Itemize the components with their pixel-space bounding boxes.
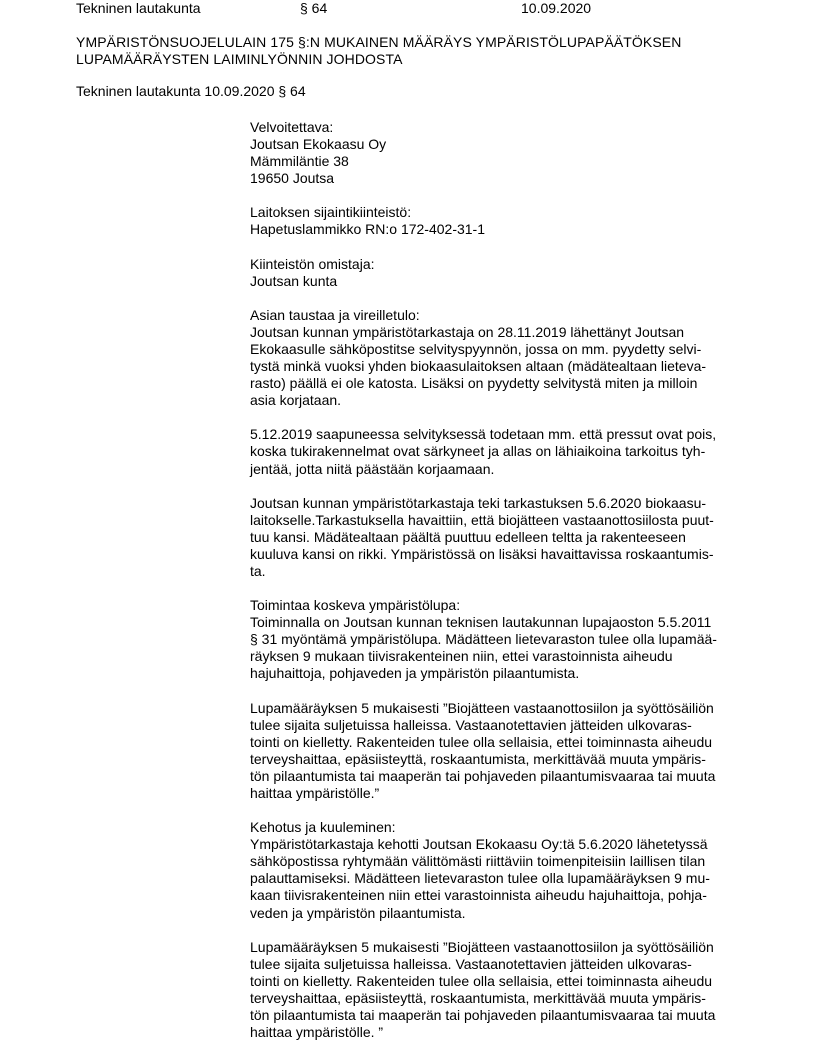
text-line: 19650 Joutsa [250,170,335,187]
document-body [250,119,750,1058]
header-date: 10.09.2020 [521,0,592,16]
text-line: Joutsan kunnan ympäristötarkastaja teki tarkastuksen 5.6.2020 biokaasu- [250,494,707,511]
text-line: Ekokaasulle sähköpostitse selvityspyynnön, jossa on mm. pyydetty selvi- [250,340,702,357]
text-line: § 31 myöntämä ympäristölupa. Mädätteen lietevaraston tulee olla lupamää- [250,631,717,648]
section-label: Velvoitettava: [250,119,334,135]
text-line: laitokselle.Tarkastuksella havaittiin, että biojätteen vastaanottosiilosta puut- [250,511,714,528]
text-line: Hapetuslammikko RN:o 172-402-31-1 [250,221,485,238]
text-line: tulee sijaita suljetuissa halleissa. Vastaanotettavien jätteiden ulkovaras- [250,716,692,733]
text-line: räyksen 9 mukaan tiivisrakenteinen niin, ettei varastoinnista aiheudu [250,648,673,665]
text-line: Lupamääräyksen 5 mukaisesti ”Biojätteen vastaanottosiilon ja syöttösäiliön [250,938,714,955]
text-line: haittaa ympäristölle.” [250,785,380,801]
header-section: § 64 [300,0,328,16]
text-line: Joutsan kunta [250,272,338,289]
section-label: Kehotus ja kuuleminen: [250,819,396,836]
text-line: 5.12.2019 saapuneessa selvityksessä todetaan mm. että pressut ovat pois, [250,426,717,443]
document-title-line-1: YMPÄRISTÖNSUOJELULAIN 175 §:N MUKAINEN MÄÄRÄYS YMPÄRISTÖLUPAPÄÄTÖKSEN [76,34,682,50]
text-line: tön pilaantumista tai maaperän tai pohjaveden pilaantumisvaaraa tai muuta [250,767,716,784]
background-paragraph-3 [250,495,750,580]
text-line: tön pilaantumista tai maaperän tai pohjaveden pilaantumisvaaraa tai muuta [250,1007,716,1024]
text-line: koska tukirakennelmat ovat särkyneet ja allas on lähiaikoina tarkoitus tyh- [250,443,706,460]
section-label: Laitoksen sijaintikiinteistö: [250,204,412,221]
text-line: Lupamääräyksen 5 mukaisesti ”Biojätteen vastaanottosiilon ja syöttösäiliön [250,699,714,716]
property-section [250,204,750,238]
text-line: Joutsan kunnan ympäristötarkastaja on 28.11.2019 lähettänyt Joutsan [250,323,685,340]
section-label: Asian taustaa ja vireilletulo: [250,306,420,323]
obligated-section [250,119,750,187]
text-line: kaan tiivisrakenteinen niin ettei varastoinnista aiheudu hajuhaittoja, pohja- [250,887,707,904]
header-committee: Tekninen lautakunta [76,0,201,16]
meeting-reference: Tekninen lautakunta 10.09.2020 § 64 [76,83,306,99]
text-line: kuuluva kansi on rikki. Ympäristössä on lisäksi havaittavissa roskaantumis- [250,545,714,562]
section-label: Toimintaa koskeva ympäristölupa: [250,597,461,614]
hearing-paragraph-2 [250,939,750,1042]
document-title-line-2: LUPAMÄÄRÄYSTEN LAIMINLYÖNNIN JOHDOSTA [76,51,403,67]
text-line: tystä minkä vuoksi yhden biokaasulaitoksen altaan (mädätealtaan lieteva- [250,358,707,375]
text-line: Toiminnalla on Joutsan kunnan teknisen lautakunnan lupajaoston 5.5.2011 [250,614,712,631]
text-line: asia korjataan. [250,392,342,409]
text-line: tointi on kielletty. Rakenteiden tulee olla sellaisia, ettei toiminnasta aiheudu [250,733,713,750]
text-line: ta. [250,562,266,579]
permit-paragraph-2 [250,700,750,803]
section-label: Kiinteistön omistaja: [250,255,375,272]
permit-paragraph-1 [250,597,750,682]
text-line: jentää, jotta niitä päästään korjaamaan. [250,460,495,477]
text-line: tointi on kielletty. Rakenteiden tulee olla sellaisia, ettei toiminnasta aiheudu [250,972,713,989]
text-line: Ympäristötarkastaja kehotti Joutsan Ekokaasu Oy:tä 5.6.2020 lähetetyssä [250,836,708,853]
text-line: veden ja ympäristön pilaantumista. [250,904,466,921]
text-line: haittaa ympäristölle. ” [250,1024,384,1041]
text-line: sähköpostissa ryhtymään välittömästi riittäviin toimenpiteisiin laillisen tilan [250,853,706,870]
owner-section [250,256,750,290]
text-line: tulee sijaita suljetuissa halleissa. Vastaanotettavien jätteiden ulkovaras- [250,955,692,972]
text-line: terveyshaittaa, epäsiisteyttä, roskaantumista, merkittävää muuta ympäris- [250,989,706,1006]
text-line: hajuhaittoja, pohjaveden ja ympäristön pilaantumista. [250,665,580,682]
hearing-paragraph-1 [250,819,750,922]
text-line: Mämmiläntie 38 [250,153,349,170]
text-line: tuu kansi. Mädätealtaan päältä puuttuu edelleen teltta ja rakenteeseen [250,528,686,545]
background-paragraph-2 [250,426,750,477]
text-line: palauttamiseksi. Mädätteen lietevaraston tulee olla lupamääräyksen 9 mu- [250,870,710,887]
text-line: rasto) päällä ei ole katosta. Lisäksi on pyydetty selvitystä miten ja milloin [250,375,698,392]
text-line: terveyshaittaa, epäsiisteyttä, roskaantumista, merkittävää muuta ympäris- [250,750,706,767]
background-paragraph-1 [250,307,750,410]
text-line: Joutsan Ekokaasu Oy [250,136,387,153]
